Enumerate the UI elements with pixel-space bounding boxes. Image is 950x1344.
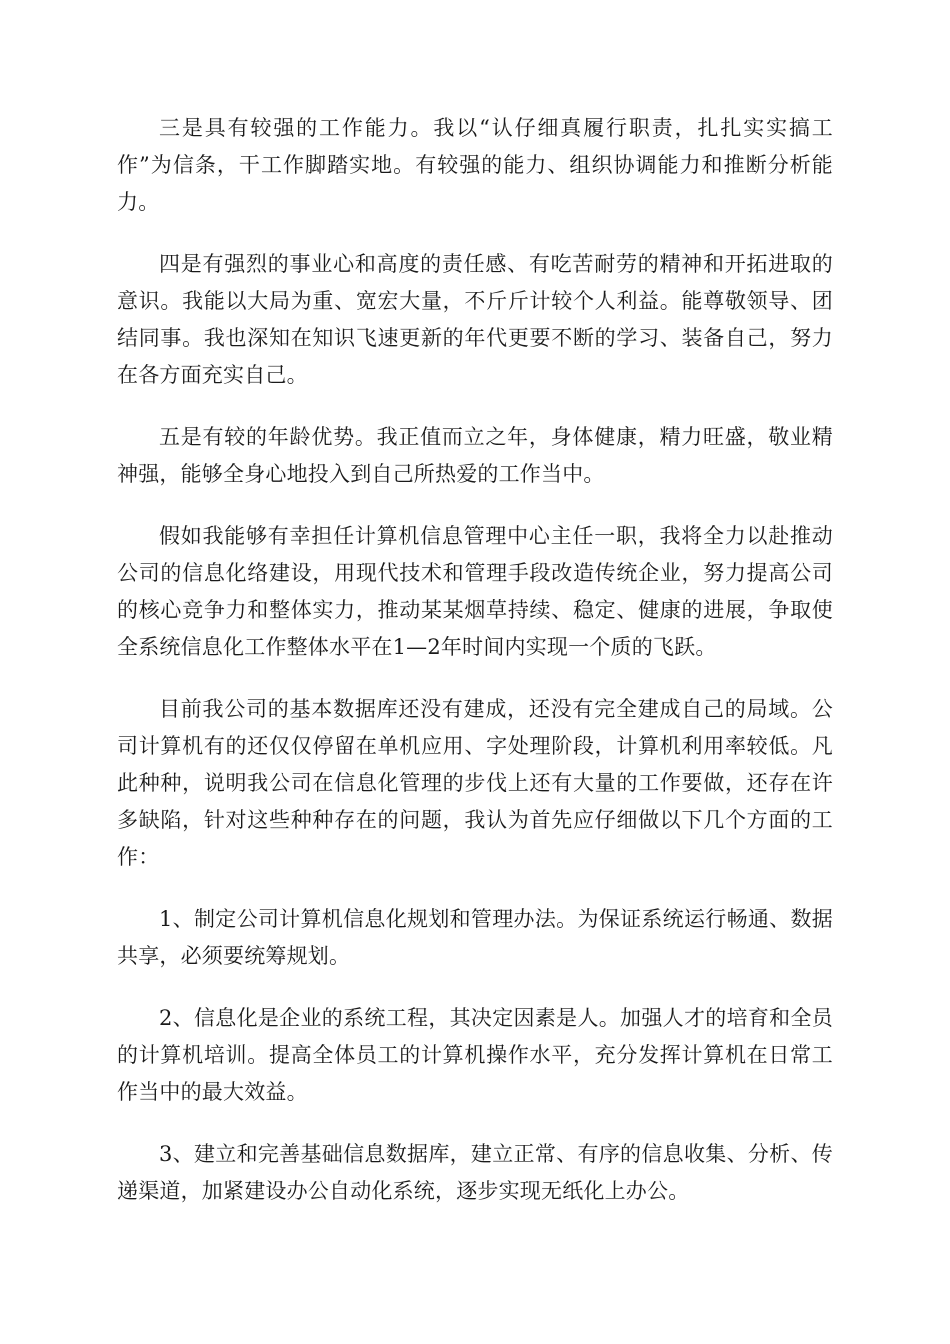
paragraph-item-2: 2、信息化是企业的系统工程，其决定因素是人。加强人才的培育和全员的计算机培训。提高全体员工的计算机操作水平，充分发挥计算机在日常工作当中的最大效益。 xyxy=(117,1006,833,1104)
paragraph-goal: 假如我能够有幸担任计算机信息管理中心主任一职，我将全力以赴推动公司的信息化络建设，用现代技术和管理手段改造传统企业，努力提高公司的核心竞争力和整体实力，推动某某烟草持续、稳定、健康的进展，争取使全系统信息化工作整体水平在1—2年时间内实现一个质的飞跃。 xyxy=(117,524,833,659)
paragraph-work-ability: 三是具有较强的工作能力。我以“认仔细真履行职责，扎扎实实搞工作”为信条，干工作脚踏实地。有较强的能力、组织协调能力和推断分析能力。 xyxy=(117,116,833,214)
paragraph-responsibility: 四是有强烈的事业心和高度的责任感、有吃苦耐劳的精神和开拓进取的意识。我能以大局为重、宽宏大量，不斤斤计较个人利益。能尊敬领导、团结同事。我也深知在知识飞速更新的年代更要不断的学习、装备自己，努力在各方面充实自己。 xyxy=(117,252,833,387)
document-body xyxy=(117,110,833,1235)
paragraph-age-advantage: 五是有较的年龄优势。我正值而立之年，身体健康，精力旺盛，敬业精神强，能够全身心地投入到自己所热爱的工作当中。 xyxy=(117,425,833,486)
paragraph-item-1: 1、制定公司计算机信息化规划和管理办法。为保证系统运行畅通、数据共享，必须要统筹规划。 xyxy=(117,907,833,968)
paragraph-current-status: 目前我公司的基本数据库还没有建成，还没有完全建成自己的局域。公司计算机有的还仅仅停留在单机应用、字处理阶段，计算机利用率较低。凡此种种，说明我公司在信息化管理的步伐上还有大量的工作要做，还存在许多缺陷，针对这些种种存在的问题，我认为首先应仔细做以下几个方面的工作： xyxy=(117,697,833,869)
paragraph-item-3: 3、建立和完善基础信息数据库，建立正常、有序的信息收集、分析、传递渠道，加紧建设办公自动化系统，逐步实现无纸化上办公。 xyxy=(117,1142,833,1203)
